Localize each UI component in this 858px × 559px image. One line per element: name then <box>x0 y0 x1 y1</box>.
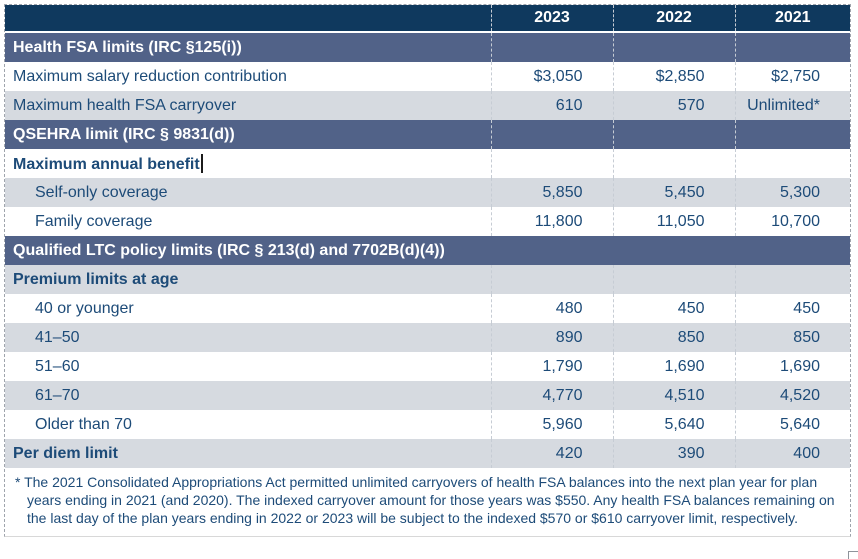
value-2023[interactable]: 5,850 <box>491 178 613 207</box>
value-2022[interactable]: 5,450 <box>613 178 735 207</box>
table-row <box>5 381 850 410</box>
table-row-per-diem <box>5 439 850 468</box>
value-2021[interactable]: 10,700 <box>735 207 850 236</box>
row-label: Maximum annual benefit <box>13 155 200 173</box>
table-row <box>5 294 850 323</box>
empty-cell[interactable] <box>735 120 850 149</box>
value-2021[interactable]: 400 <box>735 439 850 468</box>
empty-cell[interactable] <box>491 149 613 178</box>
value-2022[interactable]: 5,640 <box>613 410 735 439</box>
table-row <box>5 352 850 381</box>
value-2022[interactable]: 4,510 <box>613 381 735 410</box>
value-2023[interactable]: 420 <box>491 439 613 468</box>
footnote-text: The 2021 Consolidated Appropriations Act permitted unlimited carryovers of health FSA balances into the next plan year for plan years ending in 2021 (and 2020). The indexed carryover amount for those years was $550. Any health FSA balances remaining on the last day of the plan years ending in 2022 or 2023 will be subject to the indexed $570 or $610 carryover limit, respectively. <box>24 474 835 526</box>
empty-cell[interactable] <box>735 32 850 62</box>
table-row <box>5 91 850 120</box>
value-2023[interactable]: 11,800 <box>491 207 613 236</box>
value-2023[interactable]: 5,960 <box>491 410 613 439</box>
section-label[interactable]: Qualified LTC policy limits (IRC § 213(d) and 7702B(d)(4)) <box>5 236 850 265</box>
year-2022-header[interactable]: 2022 <box>613 5 735 32</box>
table-row-premium-limits <box>5 265 850 294</box>
empty-cell[interactable] <box>735 265 850 294</box>
row-label[interactable]: 51–60 <box>5 352 491 381</box>
section-row-health-fsa <box>5 32 850 62</box>
empty-cell[interactable] <box>613 32 735 62</box>
table-row <box>5 62 850 91</box>
footnote-cell[interactable] <box>5 468 850 536</box>
footnote-row <box>5 468 850 536</box>
corner-cell[interactable] <box>5 5 491 32</box>
value-2023[interactable]: 1,790 <box>491 352 613 381</box>
value-2022[interactable]: 11,050 <box>613 207 735 236</box>
value-2022[interactable]: 390 <box>613 439 735 468</box>
table-row <box>5 323 850 352</box>
table-row <box>5 410 850 439</box>
value-2023[interactable]: 610 <box>491 91 613 120</box>
value-2021[interactable]: 450 <box>735 294 850 323</box>
section-label[interactable]: Health FSA limits (IRC §125(i)) <box>5 32 491 62</box>
section-row-qsehra <box>5 120 850 149</box>
value-2023[interactable]: $3,050 <box>491 62 613 91</box>
table-row-maximum-annual-benefit <box>5 149 850 178</box>
empty-cell[interactable] <box>735 149 850 178</box>
empty-cell[interactable] <box>491 265 613 294</box>
row-label[interactable]: Maximum health FSA carryover <box>5 91 491 120</box>
table-row <box>5 178 850 207</box>
value-2021[interactable]: 1,690 <box>735 352 850 381</box>
empty-cell[interactable] <box>613 265 735 294</box>
limits-table <box>5 5 850 536</box>
value-2022[interactable]: 450 <box>613 294 735 323</box>
value-2021[interactable]: 4,520 <box>735 381 850 410</box>
empty-cell[interactable] <box>613 120 735 149</box>
value-2021[interactable]: 5,300 <box>735 178 850 207</box>
empty-cell[interactable] <box>491 32 613 62</box>
year-2021-header[interactable]: 2021 <box>735 5 850 32</box>
footnote-marker: * <box>15 474 21 490</box>
empty-cell[interactable] <box>613 149 735 178</box>
value-2022[interactable]: $2,850 <box>613 62 735 91</box>
empty-cell[interactable] <box>491 120 613 149</box>
row-label[interactable]: Family coverage <box>5 207 491 236</box>
value-2023[interactable]: 890 <box>491 323 613 352</box>
benefits-limits-table <box>4 4 851 537</box>
value-2021[interactable]: 850 <box>735 323 850 352</box>
row-label[interactable]: Self-only coverage <box>5 178 491 207</box>
resize-handle-icon[interactable] <box>848 551 858 559</box>
row-label[interactable]: 61–70 <box>5 381 491 410</box>
row-label[interactable]: Older than 70 <box>5 410 491 439</box>
row-label[interactable]: Per diem limit <box>5 439 491 468</box>
value-2021[interactable]: Unlimited* <box>735 91 850 120</box>
row-label-cell[interactable] <box>5 149 491 178</box>
row-label[interactable]: Premium limits at age <box>5 265 491 294</box>
row-label[interactable]: 41–50 <box>5 323 491 352</box>
footnote-text-block <box>15 474 842 527</box>
value-2022[interactable]: 570 <box>613 91 735 120</box>
value-2021[interactable]: $2,750 <box>735 62 850 91</box>
value-2022[interactable]: 1,690 <box>613 352 735 381</box>
table-row <box>5 207 850 236</box>
year-header-row <box>5 5 850 32</box>
value-2023[interactable]: 4,770 <box>491 381 613 410</box>
value-2022[interactable]: 850 <box>613 323 735 352</box>
year-2023-header[interactable]: 2023 <box>491 5 613 32</box>
value-2023[interactable]: 480 <box>491 294 613 323</box>
row-label[interactable]: Maximum salary reduction contribution <box>5 62 491 91</box>
text-cursor <box>201 154 203 173</box>
value-2021[interactable]: 5,640 <box>735 410 850 439</box>
section-label[interactable]: QSEHRA limit (IRC § 9831(d)) <box>5 120 491 149</box>
row-label[interactable]: 40 or younger <box>5 294 491 323</box>
section-row-ltc <box>5 236 850 265</box>
